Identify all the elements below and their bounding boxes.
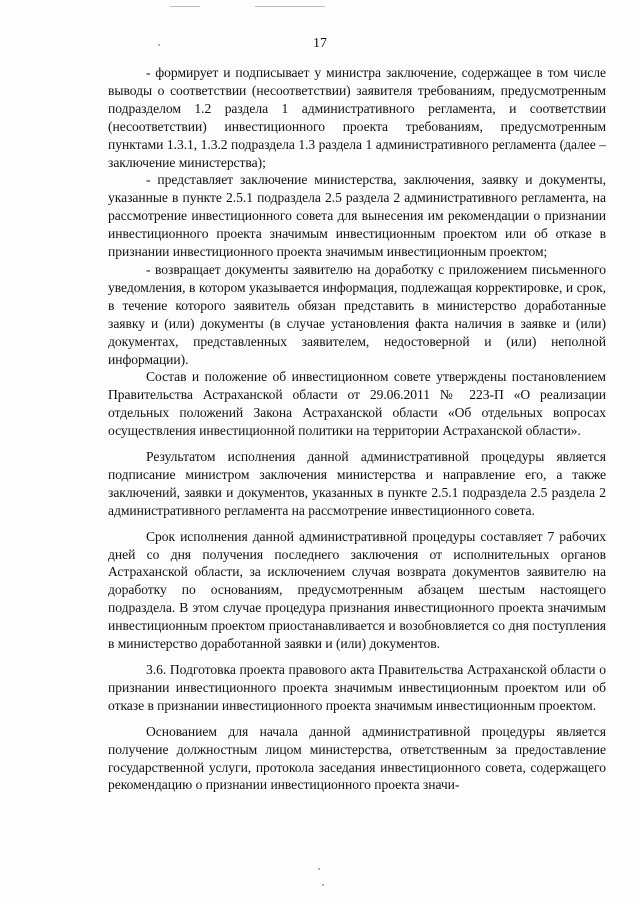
scan-artifact [318, 868, 320, 870]
paragraph: - возвращает документы заявителю на доработку с приложением письменного уведомления, в котором указывается информация, подлежащая корректировке, и срок, в течение которого заявитель обязан представить в министерство доработанные заявку и (или) документы (в случае установления факта наличия в заявке и (или) документах, представленных заявителем, недостоверной и (или) неполной информации). [108, 261, 606, 367]
scan-artifact [322, 884, 324, 886]
scan-artifact [255, 6, 325, 7]
section-heading: 3.6. Подготовка проекта правового акта Правительства Астраханской области о признании инвестиционного проекта значимым инвестиционным проектом или об отказе в признании инвестиционного проекта значимым инвестиционным проектом. [108, 662, 606, 713]
document-body [108, 64, 606, 794]
paragraph: Срок исполнения данной административной процедуры составляет 7 рабочих дней со дня получения последнего заключения от исполнительных органов Астраханской области, за исключением случая возврата документов заявителю на доработку по основаниям, предусмотренным абзацем шестым настоящего подраздела. В этом случае процедура признания инвестиционного проекта значимым инвестиционным проектом приостанавливается и возобновляется со дня поступления в министерство доработанной заявки и (или) документов. [108, 528, 606, 652]
scan-artifact [170, 6, 200, 7]
page-number: 17 [313, 36, 327, 51]
paragraph: - представляет заключение министерства, заключения, заявку и документы, указанные в пункте 2.5.1 подраздела 2.5 раздела 2 административного регламента, на рассмотрение инвестиционного совета для вынесения им рекомендации о признании инвестиционного проекта значимым инвестиционным проектом или об отказе в признании инвестиционного проекта значимым инвестиционным проектом; [108, 172, 606, 260]
paragraph: Основанием для начала данной административной процедуры является получение должностным лицом министерства, ответственным за предоставление государственной услуги, протокола заседания инвестиционного совета, содержащего рекомендацию о признании инвестиционного проекта значи- [108, 723, 606, 793]
paragraph: Результатом исполнения данной административной процедуры является подписание министром заключения министерства и направление его, а также заключений, заявки и документов, указанных в пункте 2.5.1 подраздела 2.5 раздела 2 административного регламента на рассмотрение инвестиционного совета. [108, 449, 606, 518]
paragraph: - формирует и подписывает у министра заключение, содержащее в том числе выводы о соответствии (несоответствии) заявителя требованиям, предусмотренным подразделом 1.2 раздела 1 административного регламента, и соответствии (несоответствии) инвестиционного проекта требованиям, предусмотренным пунктами 1.3.1, 1.3.2 подраздела 1.3 раздела 1 административного регламента (далее – заключение министерства); [108, 65, 606, 170]
paragraph: Состав и положение об инвестиционном совете утверждены постановлением Правительства Астраханской области от 29.06.2011 № 223-П «О реализации отдельных положений Закона Астраханской области «Об отдельных вопросах осуществления инвестиционной политики на территории Астраханской области». [108, 369, 606, 439]
